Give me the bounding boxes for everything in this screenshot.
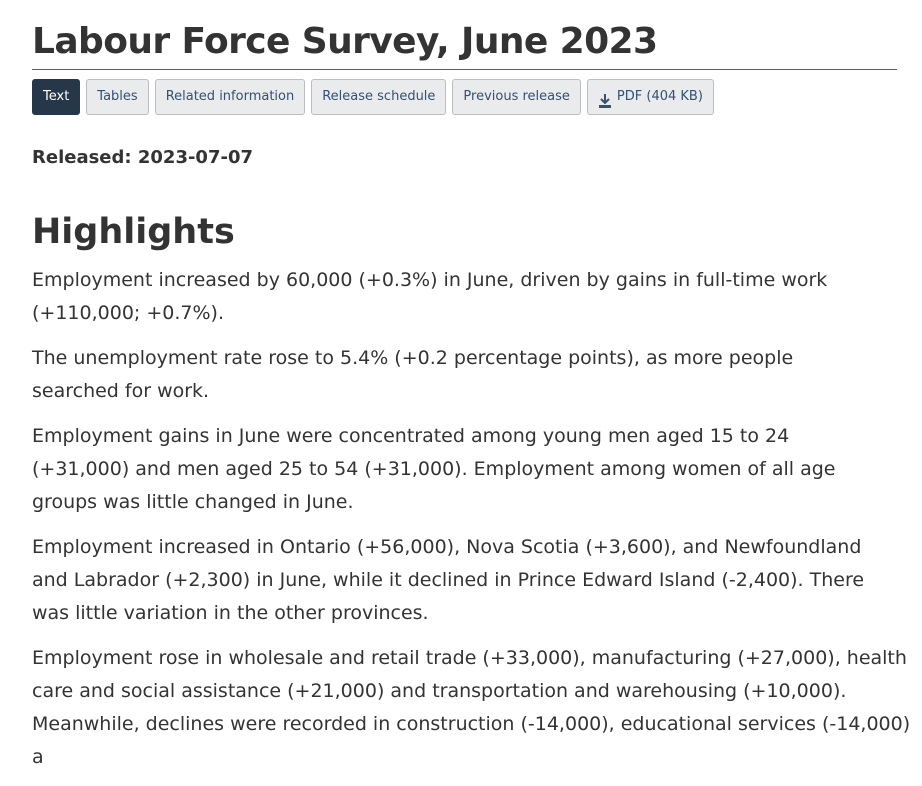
highlights-heading: Highlights [32, 212, 235, 252]
tab-release-schedule[interactable] [311, 79, 446, 115]
highlight-paragraph: Employment gains in June were concentrated among young men aged 15 to 24 (+31,000) and men aged 25 to 54 (+31,000). Employment among women of all age groups was little changed in June. [32, 425, 836, 513]
tab-previous-release-label: Previous release [463, 89, 570, 104]
release-date: Released: 2023-07-07 [32, 147, 254, 168]
highlight-paragraph: Employment increased by 60,000 (+0.3%) in June, driven by gains in full-time work (+110,000; +0.7%). [32, 269, 828, 324]
tab-text[interactable] [32, 79, 80, 115]
tab-tables-label: Tables [97, 89, 138, 104]
page-title: Labour Force Survey, June 2023 [32, 21, 658, 62]
highlights-content [32, 264, 922, 786]
release-tabs [32, 79, 714, 115]
highlight-paragraph: Employment rose in wholesale and retail trade (+33,000), manufacturing (+27,000), health care and social assistance (+21,000) and transportation and warehousing (+10,000). Meanwhile, declines were recorded in construction (-14,000), educational services (-14,000) a [32, 647, 911, 768]
tab-related-information-label: Related information [165, 89, 295, 104]
tab-pdf-download[interactable] [587, 79, 714, 115]
highlight-paragraph: The unemployment rate rose to 5.4% (+0.2 percentage points), as more people searched for work. [32, 347, 794, 402]
tab-tables[interactable] [86, 79, 148, 115]
tab-text-label: Text [43, 89, 70, 104]
download-icon [598, 89, 612, 105]
highlight-paragraph: Employment increased in Ontario (+56,000), Nova Scotia (+3,600), and Newfoundland and Labrador (+2,300) in June, while it declined in Prince Edward Island (-2,400). There was little variation in the other provinces. [32, 536, 865, 624]
tab-release-schedule-label: Release schedule [322, 89, 436, 104]
title-divider [32, 69, 897, 70]
tab-pdf-download-label: PDF (404 KB) [616, 89, 703, 104]
tab-previous-release[interactable] [452, 79, 580, 115]
tab-related-information[interactable] [155, 79, 306, 115]
